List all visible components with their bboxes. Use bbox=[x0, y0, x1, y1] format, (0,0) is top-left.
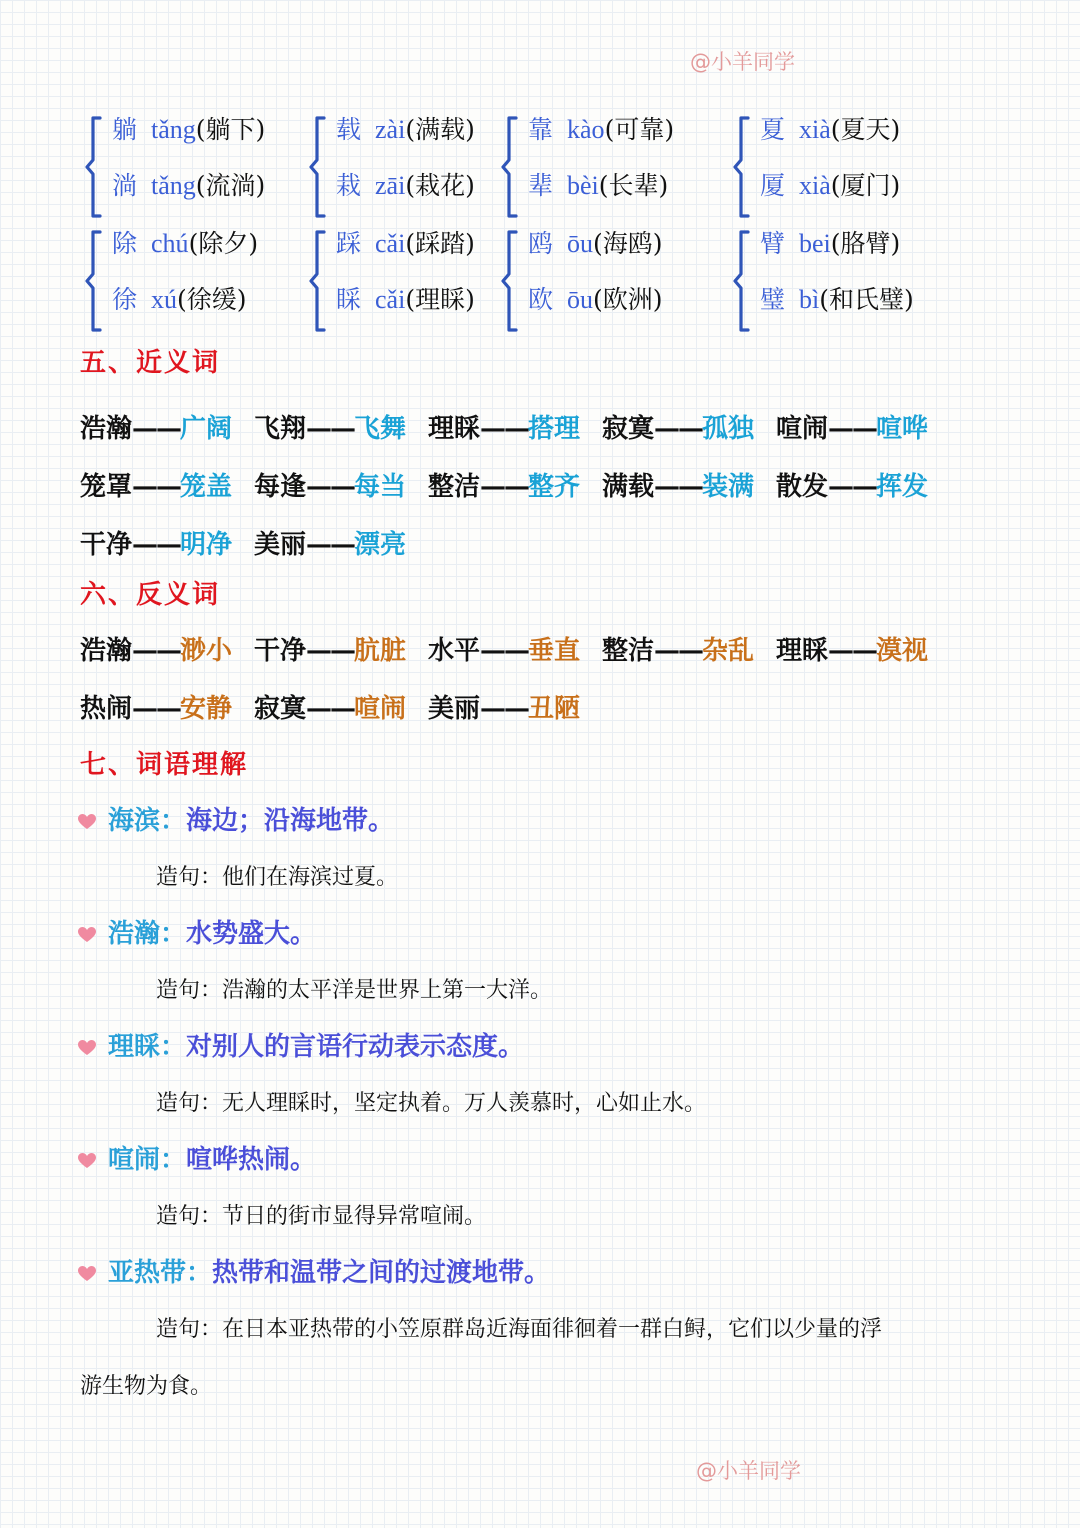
watermark-bottom: @小羊同学 bbox=[696, 1459, 801, 1483]
brace-icon bbox=[82, 114, 108, 220]
pair-line: 靠 kào(可靠) bbox=[528, 115, 675, 144]
pair-line: 欧 ōu(欧洲) bbox=[528, 285, 663, 314]
pair-line: 徐 xú(徐缓) bbox=[112, 285, 247, 314]
definition-item: 亚热带：热带和温带之间的过渡地带。 bbox=[78, 1252, 550, 1289]
brace-icon bbox=[498, 228, 524, 334]
example-sentence: 造句：浩瀚的太平洋是世界上第一大洋。 bbox=[156, 978, 553, 1003]
heart-icon bbox=[78, 1153, 96, 1169]
word-pair: 满载——装满 bbox=[602, 472, 755, 502]
word-pair: 干净——明净 bbox=[80, 530, 233, 560]
example-sentence: 造句：无人理睬时，坚定执着。万人羡慕时，心如止水。 bbox=[156, 1091, 707, 1116]
definition-item: 海滨：海边；沿海地带。 bbox=[78, 800, 394, 837]
brace-icon bbox=[730, 228, 756, 334]
word-pair: 美丽——丑陋 bbox=[428, 694, 581, 724]
word-pair: 散发——挥发 bbox=[776, 472, 929, 502]
word-pair: 水平——垂直 bbox=[428, 636, 581, 666]
brace-icon bbox=[306, 228, 332, 334]
section-title-synonyms: 五、近义词 bbox=[80, 348, 221, 378]
word-pair: 笼罩——笼盖 bbox=[80, 472, 233, 502]
definition-item: 浩瀚：水势盛大。 bbox=[78, 913, 316, 950]
pair-line: 辈 bèi(长辈) bbox=[528, 171, 669, 200]
watermark-top: @小羊同学 bbox=[690, 50, 795, 74]
heart-icon bbox=[78, 927, 96, 943]
heart-icon bbox=[78, 1040, 96, 1056]
word-pair: 每逢——每当 bbox=[254, 472, 407, 502]
word-pair: 寂寞——喧闹 bbox=[254, 694, 407, 724]
pair-line: 躺 tǎng(躺下) bbox=[112, 115, 266, 144]
brace-icon bbox=[498, 114, 524, 220]
word-pair: 理睬——搭理 bbox=[428, 414, 581, 444]
example-sentence: 造句：在日本亚热带的小笠原群岛近海面徘徊着一群白鲟，它们以少量的浮 bbox=[156, 1317, 883, 1342]
section-title-antonyms: 六、反义词 bbox=[80, 580, 221, 610]
word-pair: 喧闹——喧哗 bbox=[776, 414, 929, 444]
pair-line: 踩 cǎi(踩踏) bbox=[336, 229, 475, 258]
word-pair: 整洁——整齐 bbox=[428, 472, 581, 502]
word-pair: 热闹——安静 bbox=[80, 694, 233, 724]
pair-line: 载 zài(满载) bbox=[336, 115, 475, 144]
word-pair: 理睬——漠视 bbox=[776, 636, 929, 666]
pair-line: 淌 tǎng(流淌) bbox=[112, 171, 266, 200]
pair-line: 厦 xià(厦门) bbox=[760, 171, 901, 200]
brace-icon bbox=[306, 114, 332, 220]
word-pair: 浩瀚——渺小 bbox=[80, 636, 233, 666]
heart-icon bbox=[78, 1266, 96, 1282]
pair-line: 栽 zāi(栽花) bbox=[336, 171, 475, 200]
example-sentence: 造句：他们在海滨过夏。 bbox=[156, 865, 399, 890]
definition-item: 理睬：对别人的言语行动表示态度。 bbox=[78, 1026, 524, 1063]
word-pair: 浩瀚——广阔 bbox=[80, 414, 233, 444]
brace-icon bbox=[82, 228, 108, 334]
word-pair: 寂寞——孤独 bbox=[602, 414, 755, 444]
section-title-understanding: 七、词语理解 bbox=[80, 750, 249, 780]
heart-icon bbox=[78, 814, 96, 830]
example-sentence-continued: 游生物为食。 bbox=[80, 1374, 213, 1399]
pair-line: 睬 cǎi(理睬) bbox=[336, 285, 475, 314]
pair-line: 臂 bei(胳臂) bbox=[760, 229, 901, 258]
definition-item: 喧闹：喧哗热闹。 bbox=[78, 1139, 316, 1176]
word-pair: 美丽——漂亮 bbox=[254, 530, 407, 560]
pair-line: 鸥 ōu(海鸥) bbox=[528, 229, 663, 258]
word-pair: 飞翔——飞舞 bbox=[254, 414, 407, 444]
pair-line: 除 chú(除夕) bbox=[112, 229, 259, 258]
example-sentence: 造句：节日的街市显得异常喧闹。 bbox=[156, 1204, 487, 1229]
brace-icon bbox=[730, 114, 756, 220]
word-pair: 干净——肮脏 bbox=[254, 636, 407, 666]
pair-line: 夏 xià(夏天) bbox=[760, 115, 901, 144]
word-pair: 整洁——杂乱 bbox=[602, 636, 755, 666]
pair-line: 璧 bì(和氏璧) bbox=[760, 285, 914, 314]
